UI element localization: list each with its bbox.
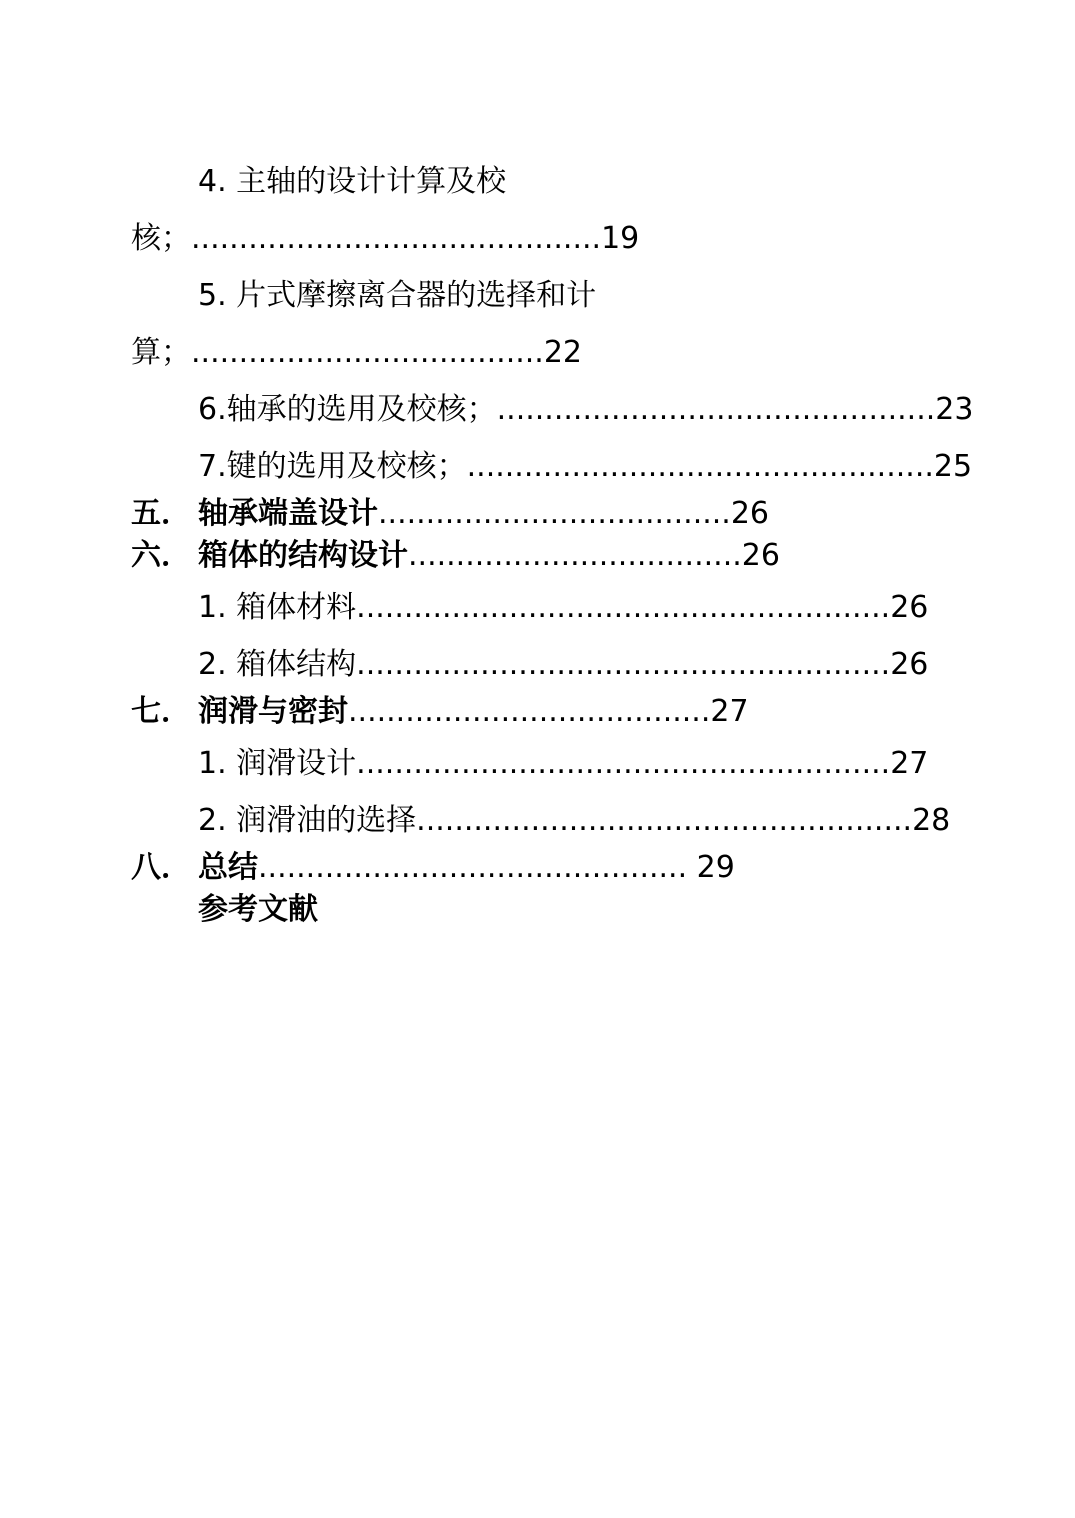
toc-references-title: 参考文献 — [198, 892, 318, 927]
toc-item-5-line2 — [131, 333, 582, 373]
toc-item-4-line1 — [198, 162, 506, 202]
toc-item-6-text: 6.轴承的选用及校核； — [198, 392, 497, 427]
toc-page-number: 26 — [890, 647, 929, 682]
toc-leader-dots: .................................................... — [416, 803, 913, 838]
toc-page-number: 26 — [741, 538, 780, 573]
toc-leader-dots: ........................................... — [191, 221, 602, 256]
toc-page-number: 25 — [933, 449, 973, 484]
toc-item-6-2 — [198, 645, 928, 685]
toc-page-number: 23 — [935, 392, 974, 427]
toc-leader-dots: ..................................... — [378, 496, 731, 531]
toc-page-number: 29 — [687, 850, 735, 885]
toc-item-6-1 — [198, 588, 928, 628]
toc-item-7-text: 7.键的选用及校核； — [198, 449, 467, 484]
toc-references — [198, 890, 318, 930]
toc-item-5-text: 5. 片式摩擦离合器的选择和计 — [198, 278, 597, 313]
toc-page-number: 22 — [543, 335, 583, 370]
toc-leader-dots: ...................................... — [348, 694, 711, 729]
toc-page-number: 19 — [601, 221, 640, 256]
toc-section-title: 箱体的结构设计 — [198, 538, 408, 573]
toc-page-number: 26 — [730, 496, 770, 531]
toc-page-number: 26 — [890, 590, 929, 625]
toc-item-text: 2. 箱体结构 — [198, 647, 357, 682]
toc-section-number: 七． — [131, 694, 191, 729]
toc-page-number: 27 — [890, 746, 929, 781]
toc-leader-dots: ................................... — [408, 538, 742, 573]
toc-item-7-2 — [198, 801, 950, 841]
toc-item-7 — [198, 447, 972, 487]
toc-item-5-line1 — [198, 276, 596, 316]
toc-item-5-text-cont: 算； — [131, 335, 191, 370]
toc-item-4-text: 4. 主轴的设计计算及校 — [198, 164, 507, 199]
toc-section-5 — [131, 494, 769, 534]
toc-leader-dots: ..................................... — [191, 335, 544, 370]
toc-leader-dots: ............................................. — [258, 850, 688, 885]
toc-section-number: 八． — [131, 850, 191, 885]
toc-section-title: 轴承端盖设计 — [198, 496, 378, 531]
toc-section-8 — [131, 848, 735, 888]
toc-section-6 — [131, 536, 780, 576]
toc-page-number: 27 — [710, 694, 749, 729]
toc-section-title: 总结 — [198, 850, 258, 885]
toc-leader-dots: .............................................. — [496, 392, 936, 427]
toc-section-number: 六． — [131, 538, 191, 573]
toc-leader-dots: ........................................................ — [356, 746, 891, 781]
toc-item-4-text-cont: 核； — [131, 221, 191, 256]
toc-leader-dots: ........................................................ — [356, 647, 891, 682]
toc-page-number: 28 — [912, 803, 951, 838]
toc-item-7-1 — [198, 744, 928, 784]
toc-section-7 — [131, 692, 749, 732]
toc-item-6 — [198, 390, 973, 430]
toc-leader-dots: ................................................. — [466, 449, 934, 484]
toc-leader-dots: ........................................................ — [356, 590, 891, 625]
toc-item-text: 1. 润滑设计 — [198, 746, 357, 781]
toc-item-4-line2 — [131, 219, 639, 259]
toc-section-title: 润滑与密封 — [198, 694, 348, 729]
toc-item-text: 1. 箱体材料 — [198, 590, 357, 625]
toc-item-text: 2. 润滑油的选择 — [198, 803, 417, 838]
toc-section-number: 五． — [131, 496, 191, 531]
